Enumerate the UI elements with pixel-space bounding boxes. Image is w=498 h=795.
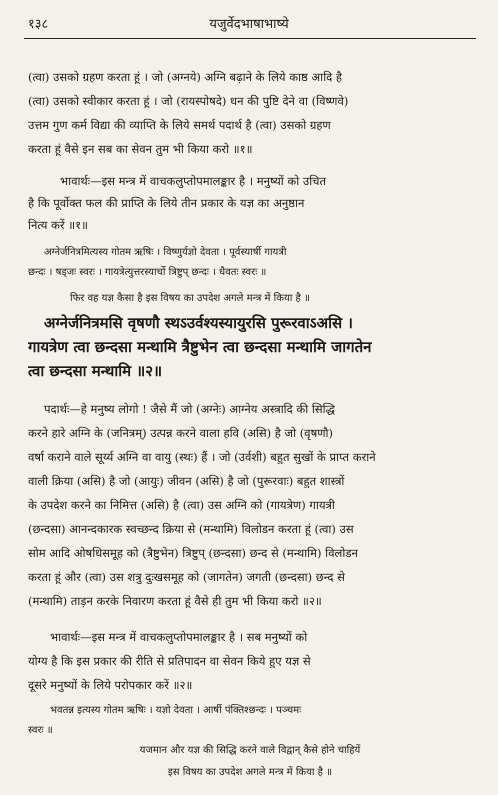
mantra-line: गायत्रेण त्वा छन्दसा मन्थामि त्रैष्टुभेन त्वा छन्दसा मन्थामि जागतेन	[28, 338, 372, 356]
bhavartha-line: योग्य है कि इस प्रकार की रीति से प्रतिपादन वा सेवन किये हुए यज्ञ से	[28, 654, 311, 668]
topic-line: इस विषय का उपदेश अगले मन्त्र में किया है ॥	[167, 767, 333, 778]
mantra-line: अग्नेर्जनित्रमसि वृषणौ स्थऽउर्वश्यस्यायुरसि पुरूरवाऽअसि ।	[44, 314, 353, 332]
bhavartha-line: है कि पूर्वोक्त फल की प्राप्ति के लिये तीन प्रकार के यज्ञ का अनुष्ठान	[28, 196, 305, 210]
header-rule	[24, 38, 476, 39]
bhavartha-line: नित्य करें ॥१॥	[28, 218, 88, 232]
bhavartha-line: दूसरे मनुष्यों के लिये परोपकार करें ॥२॥	[28, 678, 193, 692]
running-title: यजुर्वेदभाषाभाष्ये	[209, 17, 289, 32]
rishi-devata-line: छन्दः । षड्जः स्वरः । गायत्रेत्युत्तरस्यार्चो त्रिष्टुप् छन्दः । धैवतः स्वरः ॥	[28, 267, 267, 278]
bhavartha-line: भावार्थः—इस मन्त्र में वाचकलुप्तोपमालङ्कार है । सब मनुष्यों को	[50, 630, 308, 644]
mantra-line: त्वा छन्दसा मन्थामि ॥२॥	[28, 362, 163, 380]
rishi-devata-line: भवतन्न इत्यस्य गोतम ऋषिः । यज्ञो देवता । आर्षी पंक्तिश्छन्दः । पञ्चमः	[50, 705, 302, 716]
topic-line: यजमान और यज्ञ की सिद्धि करने वाले विद्वान् कैसे होने चाहियें	[139, 745, 361, 756]
text-line: (त्वा) उसको ग्रहण करता हूं । जो (अग्नये) अग्नि बढ़ाने के लिये काष्ठ आदि है	[28, 70, 343, 84]
rishi-devata-line: अग्नेर्जनित्रमित्यस्य गोतम ऋषिः । विष्णुर्यज्ञो देवता । पूर्वस्यार्षी गायत्री	[44, 247, 287, 258]
padartha-line: करता हूं और (त्वा) उस शत्रु दुःखसमूह को (जागतेन) जगती (छन्दसा) छन्द से	[28, 570, 345, 584]
padartha-line: वाली क्रिया (असि) है जो (आयुः) जीवन (असि) है जो (पुरूरवाः) बहुत शास्त्रों	[28, 474, 345, 488]
text-line: उत्तम गुण कर्म विद्या की व्याप्ति के लिये समर्थ पदार्थ है (त्वा) उसको ग्रहण	[28, 118, 331, 132]
text-line: करता हूं वैसे इन सब का सेवन तुम भी किया करो ॥१॥	[28, 142, 253, 156]
padartha-line: सोम आदि ओषधिसमूह को (त्रैष्टुभेन) त्रिष्टुप् (छन्दसा) छन्द से (मन्थामि) विलोडन	[28, 546, 358, 560]
text-line: (त्वा) उसको स्वीकार करता हूं । जो (रायस्पोषदे) धन की पुष्टि देने वा (विष्णवे)	[28, 94, 349, 108]
padartha-line: (मन्थामि) ताड़न करके निवारण करता हूं वैसे ही तुम भी किया करो ॥२॥	[28, 594, 322, 608]
padartha-line: वर्षा कराने वाले सूर्य्य अग्नि वा वायु (स्थः) हैं । जो (उर्वशी) बहुत सुखों के प्राप्त कराने	[28, 450, 376, 464]
padartha-line: के उपदेश करने का निमित्त (असि) है (त्वा) उस अग्नि को (गायत्रेण) गायत्री	[28, 498, 335, 512]
page-number: १३८	[28, 17, 49, 32]
padartha-line: पदार्थः—हे मनुष्य लोगो ! जैसे मैं जो (अग्नेः) आग्नेय अस्त्रादि की सिद्धि	[44, 402, 335, 416]
bhavartha-line: भावार्थः—इस मन्त्र में वाचकलुप्तोपमालङ्कार है । मनुष्यों को उचित	[60, 174, 327, 188]
rishi-devata-line: स्वरः ॥	[28, 725, 53, 736]
padartha-line: करने हारे अग्नि के (जनित्रम्) उत्पन्न करने वाला हवि (असि) है जो (वृषणौ)	[28, 426, 334, 440]
topic-line: फिर वह यज्ञ कैसा है इस विषय का उपदेश अगले मन्त्र में किया है ॥	[70, 293, 310, 304]
padartha-line: (छन्दसा) आनन्दकारक स्वच्छन्द क्रिया से (मन्थामि) विलोडन करता हूं (त्वा) उस	[28, 522, 354, 536]
